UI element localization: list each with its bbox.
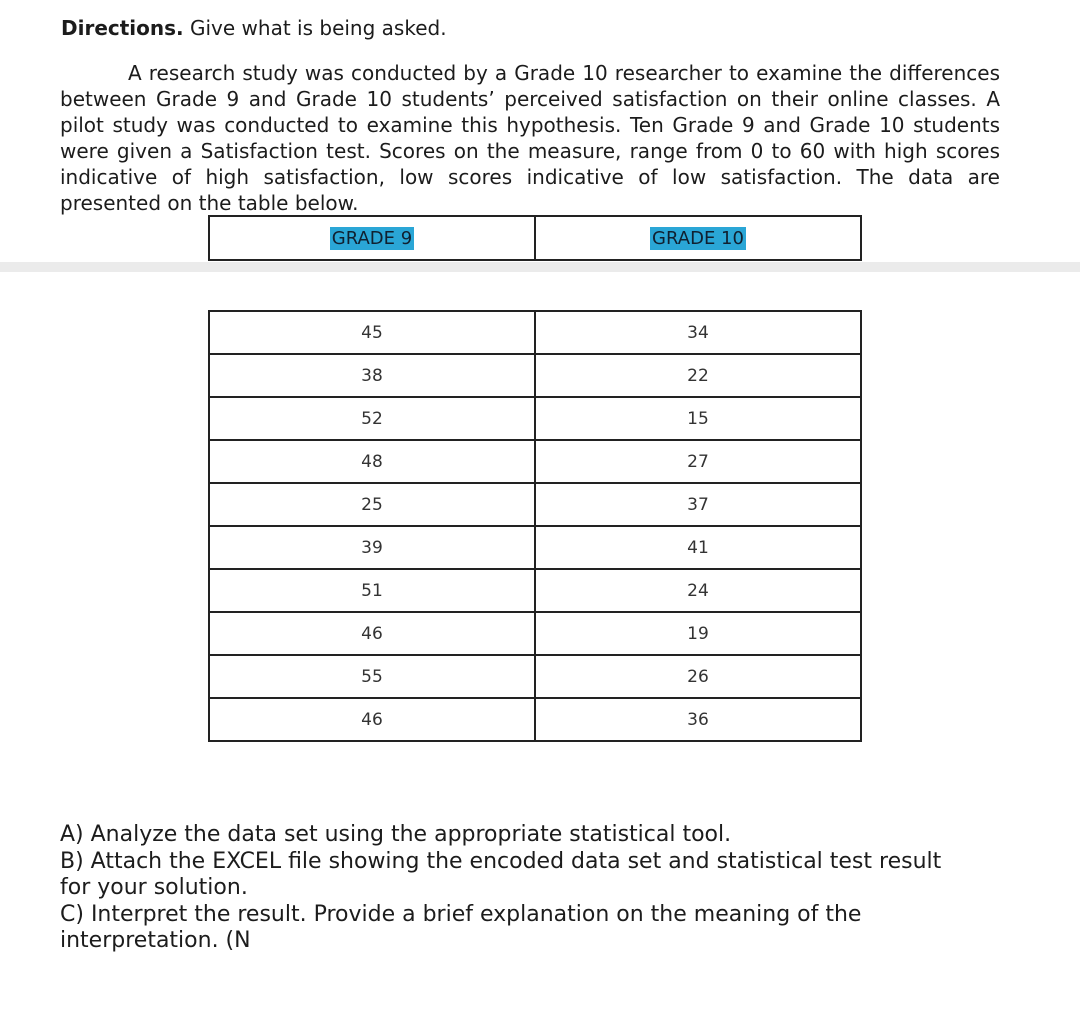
grade10-score: 34 [535, 311, 861, 354]
question-c: C) Interpret the result. Provide a brief explanation on the meaning of the interpretation. (N [60, 901, 862, 953]
grade10-score: 26 [535, 655, 861, 698]
table-row [209, 698, 861, 741]
question-b: B) Attach the EXCEL file showing the encoded data set and statistical test result for your solution. [60, 848, 942, 900]
directions-line [61, 14, 447, 42]
grade9-score: 39 [209, 526, 535, 569]
question-a: A) Analyze the data set using the appropriate statistical tool. [60, 822, 732, 847]
questions-block [60, 822, 960, 955]
grade9-score: 51 [209, 569, 535, 612]
grade10-score: 19 [535, 612, 861, 655]
grade9-score: 25 [209, 483, 535, 526]
table-row [209, 483, 861, 526]
header-grade9-label: GRADE 9 [331, 227, 413, 249]
directions-label: Directions. [61, 16, 184, 40]
paragraph-text: A research study was conducted by a Grade 10 researcher to examine the differences between Grade 9 and Grade 10 students’ perceived satisfaction on their online classes. A pilot study was conducted to examine this hypothesis. Ten Grade 9 and Grade 10 students were given a Satisfaction test. Scores on the measure, range from 0 to 60 with high scores indicative of high satisfaction, low scores indicative of low satisfaction. The data are presented on the table below. [60, 61, 1000, 215]
grade10-score: 41 [535, 526, 861, 569]
header-cell-grade9 [210, 217, 534, 259]
table-row [209, 440, 861, 483]
table-row [209, 655, 861, 698]
table-row [209, 612, 861, 655]
grade10-score: 36 [535, 698, 861, 741]
header-cell-grade10 [534, 217, 860, 259]
grade9-score: 46 [209, 698, 535, 741]
grade10-score: 22 [535, 354, 861, 397]
table-row [209, 311, 861, 354]
grade9-score: 46 [209, 612, 535, 655]
header-grade10-label: GRADE 10 [652, 227, 744, 249]
grade10-score: 27 [535, 440, 861, 483]
page-separator-band [0, 262, 1080, 272]
table-header [208, 215, 862, 261]
grade10-score: 37 [535, 483, 861, 526]
grade10-score: 24 [535, 569, 861, 612]
table-row [209, 569, 861, 612]
table-row [209, 354, 861, 397]
problem-paragraph [60, 60, 1000, 216]
grade9-score: 55 [209, 655, 535, 698]
scores-table [208, 310, 862, 742]
grade9-score: 48 [209, 440, 535, 483]
grade9-score: 38 [209, 354, 535, 397]
table-row [209, 397, 861, 440]
directions-text: Give what is being asked. [183, 16, 447, 40]
grade9-score: 45 [209, 311, 535, 354]
grade9-score: 52 [209, 397, 535, 440]
grade10-score: 15 [535, 397, 861, 440]
table-row [209, 526, 861, 569]
